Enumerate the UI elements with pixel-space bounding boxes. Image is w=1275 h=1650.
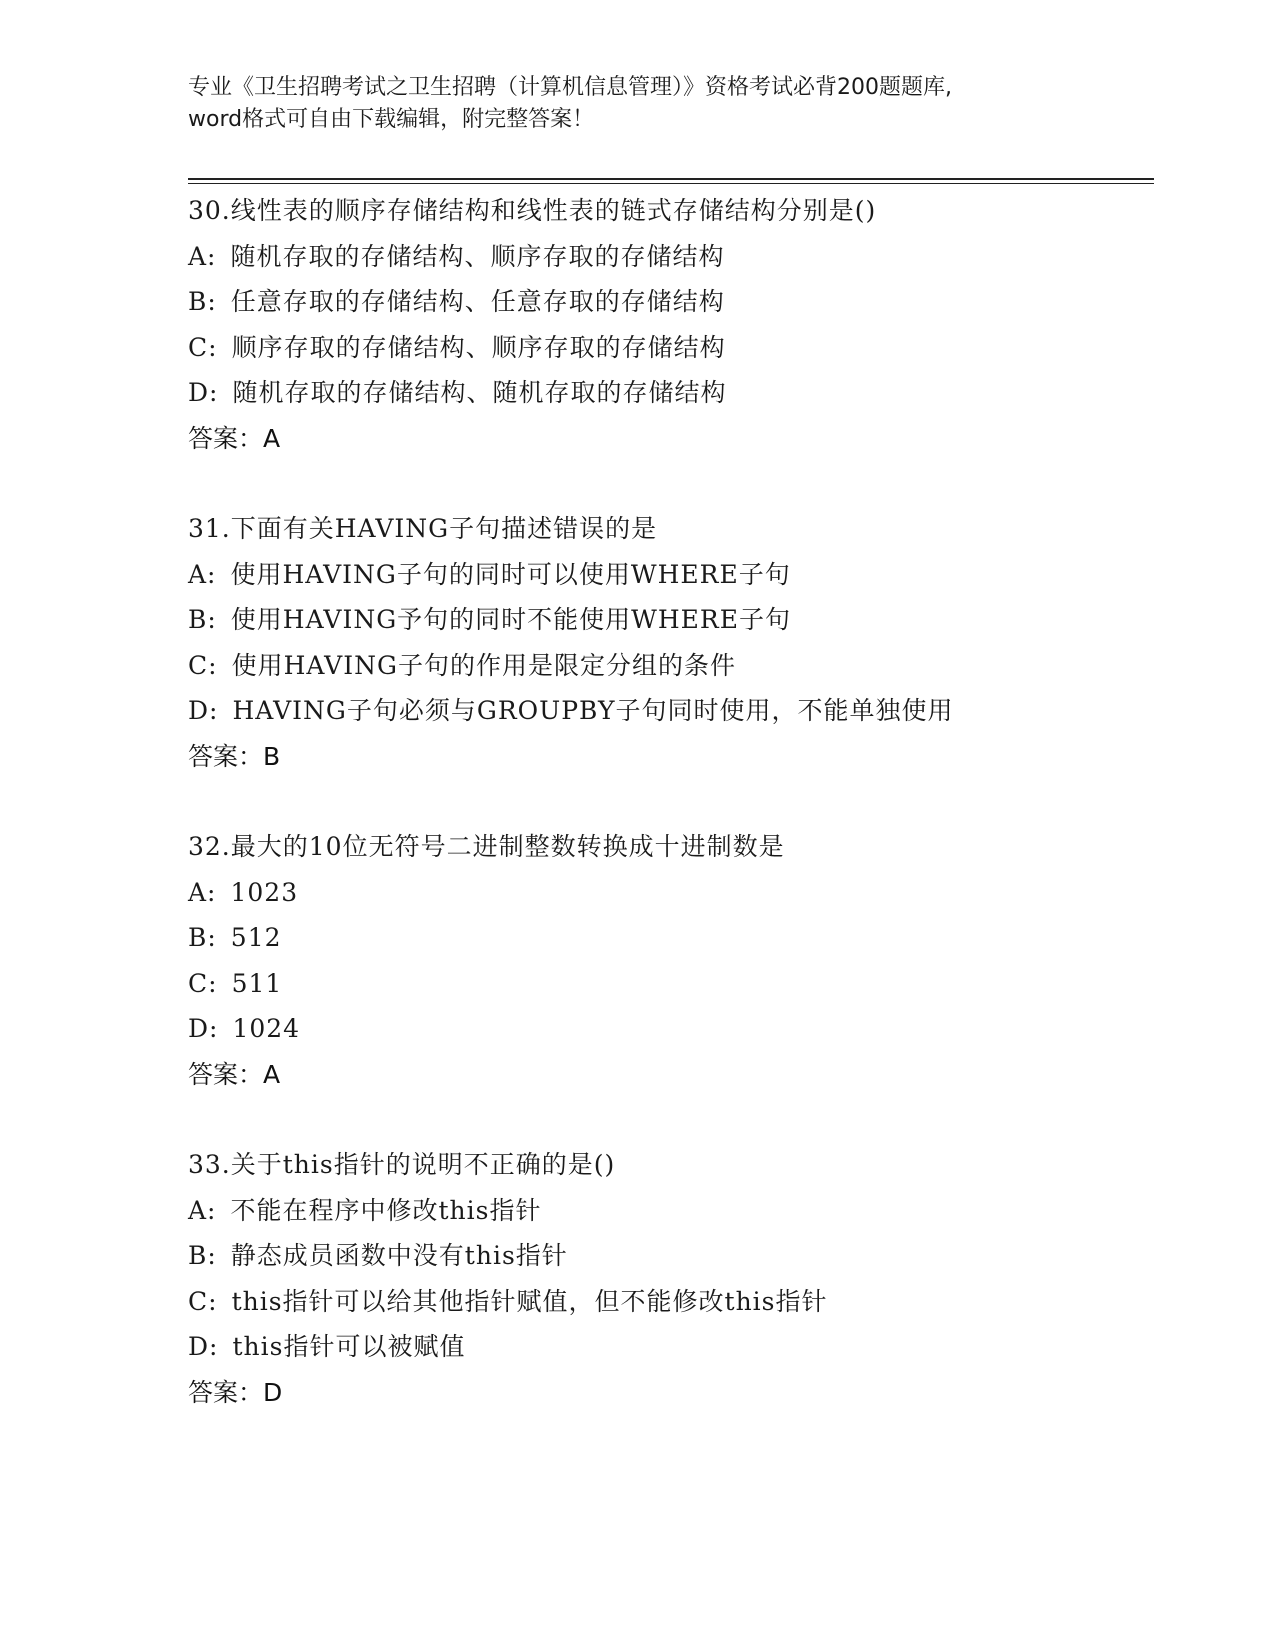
option-c xyxy=(188,1279,1168,1325)
header-rule-thin xyxy=(188,183,1154,184)
option-letter: C: xyxy=(188,650,218,680)
option-letter: B: xyxy=(188,605,217,634)
option-letter: C: xyxy=(188,332,218,362)
question-stem: 30.线性表的顺序存储结构和线性表的链式存储结构分别是() xyxy=(188,196,877,225)
option-a xyxy=(188,234,1168,280)
option-letter: B: xyxy=(188,287,217,316)
question-stem: 31.下面有关HAVING子句描述错误的是 xyxy=(188,514,658,543)
option-b xyxy=(188,597,1168,643)
option-letter: D: xyxy=(188,696,219,725)
option-text: 512 xyxy=(230,923,282,952)
option-b xyxy=(188,1233,1168,1279)
option-letter: A: xyxy=(188,241,217,271)
option-letter: B: xyxy=(188,1241,217,1270)
option-a xyxy=(188,870,1168,916)
option-letter: A: xyxy=(188,1195,217,1225)
option-text: this指针可以给其他指针赋值，但不能修改this指针 xyxy=(231,1286,828,1316)
question-30 xyxy=(188,188,1168,461)
option-text: 随机存取的存储结构、随机存取的存储结构 xyxy=(232,378,727,407)
option-d xyxy=(188,370,1168,416)
option-text: this指针可以被赋值 xyxy=(232,1332,466,1361)
option-b xyxy=(188,279,1168,325)
option-d xyxy=(188,688,1168,734)
option-c xyxy=(188,325,1168,371)
question-list xyxy=(188,188,1168,1460)
option-text: 顺序存取的存储结构、顺序存取的存储结构 xyxy=(231,332,726,362)
header-line-1: 专业《卫生招聘考试之卫生招聘（计算机信息管理）》资格考试必背200题题库, xyxy=(188,75,952,100)
question-31 xyxy=(188,506,1168,779)
option-text: HAVING子句必须与GROUPBY子句同时使用，不能单独使用 xyxy=(232,696,954,725)
answer-label: 答案：A xyxy=(188,423,281,453)
option-text: 511 xyxy=(231,968,283,998)
option-a xyxy=(188,552,1168,598)
question-33 xyxy=(188,1142,1168,1415)
option-c xyxy=(188,961,1168,1007)
option-d xyxy=(188,1324,1168,1370)
answer-label: 答案：B xyxy=(188,741,281,771)
option-text: 使用HAVING子句的同时可以使用WHERE子句 xyxy=(230,559,791,589)
option-letter: D: xyxy=(188,378,219,407)
header-line-2: word格式可自由下载编辑，附完整答案！ xyxy=(188,107,595,132)
option-text: 不能在程序中修改this指针 xyxy=(230,1195,542,1225)
option-letter: B: xyxy=(188,923,217,952)
option-c xyxy=(188,643,1168,689)
option-letter: A: xyxy=(188,877,217,907)
option-text: 使用HAVING子句的作用是限定分组的条件 xyxy=(231,650,736,680)
option-text: 1024 xyxy=(232,1014,301,1043)
option-text: 使用HAVING予句的同时不能使用WHERE子句 xyxy=(230,605,792,634)
question-32 xyxy=(188,824,1168,1097)
question-stem: 32.最大的10位无符号二进制整数转换成十进制数是 xyxy=(188,832,785,861)
option-text: 任意存取的存储结构、任意存取的存储结构 xyxy=(230,287,725,316)
option-a xyxy=(188,1188,1168,1234)
option-b xyxy=(188,915,1168,961)
option-letter: C: xyxy=(188,1286,218,1316)
option-text: 1023 xyxy=(230,877,299,907)
document-header xyxy=(188,72,1088,136)
option-d xyxy=(188,1006,1168,1052)
option-text: 静态成员函数中没有this指针 xyxy=(230,1241,568,1270)
option-letter: D: xyxy=(188,1332,219,1361)
option-letter: D: xyxy=(188,1014,219,1043)
option-text: 随机存取的存储结构、顺序存取的存储结构 xyxy=(230,241,725,271)
option-letter: C: xyxy=(188,968,218,998)
answer-label: 答案：A xyxy=(188,1059,281,1089)
header-rule-thick xyxy=(188,178,1154,180)
option-letter: A: xyxy=(188,559,217,589)
answer-label: 答案：D xyxy=(188,1377,283,1407)
question-stem: 33.关于this指针的说明不正确的是() xyxy=(188,1150,616,1179)
